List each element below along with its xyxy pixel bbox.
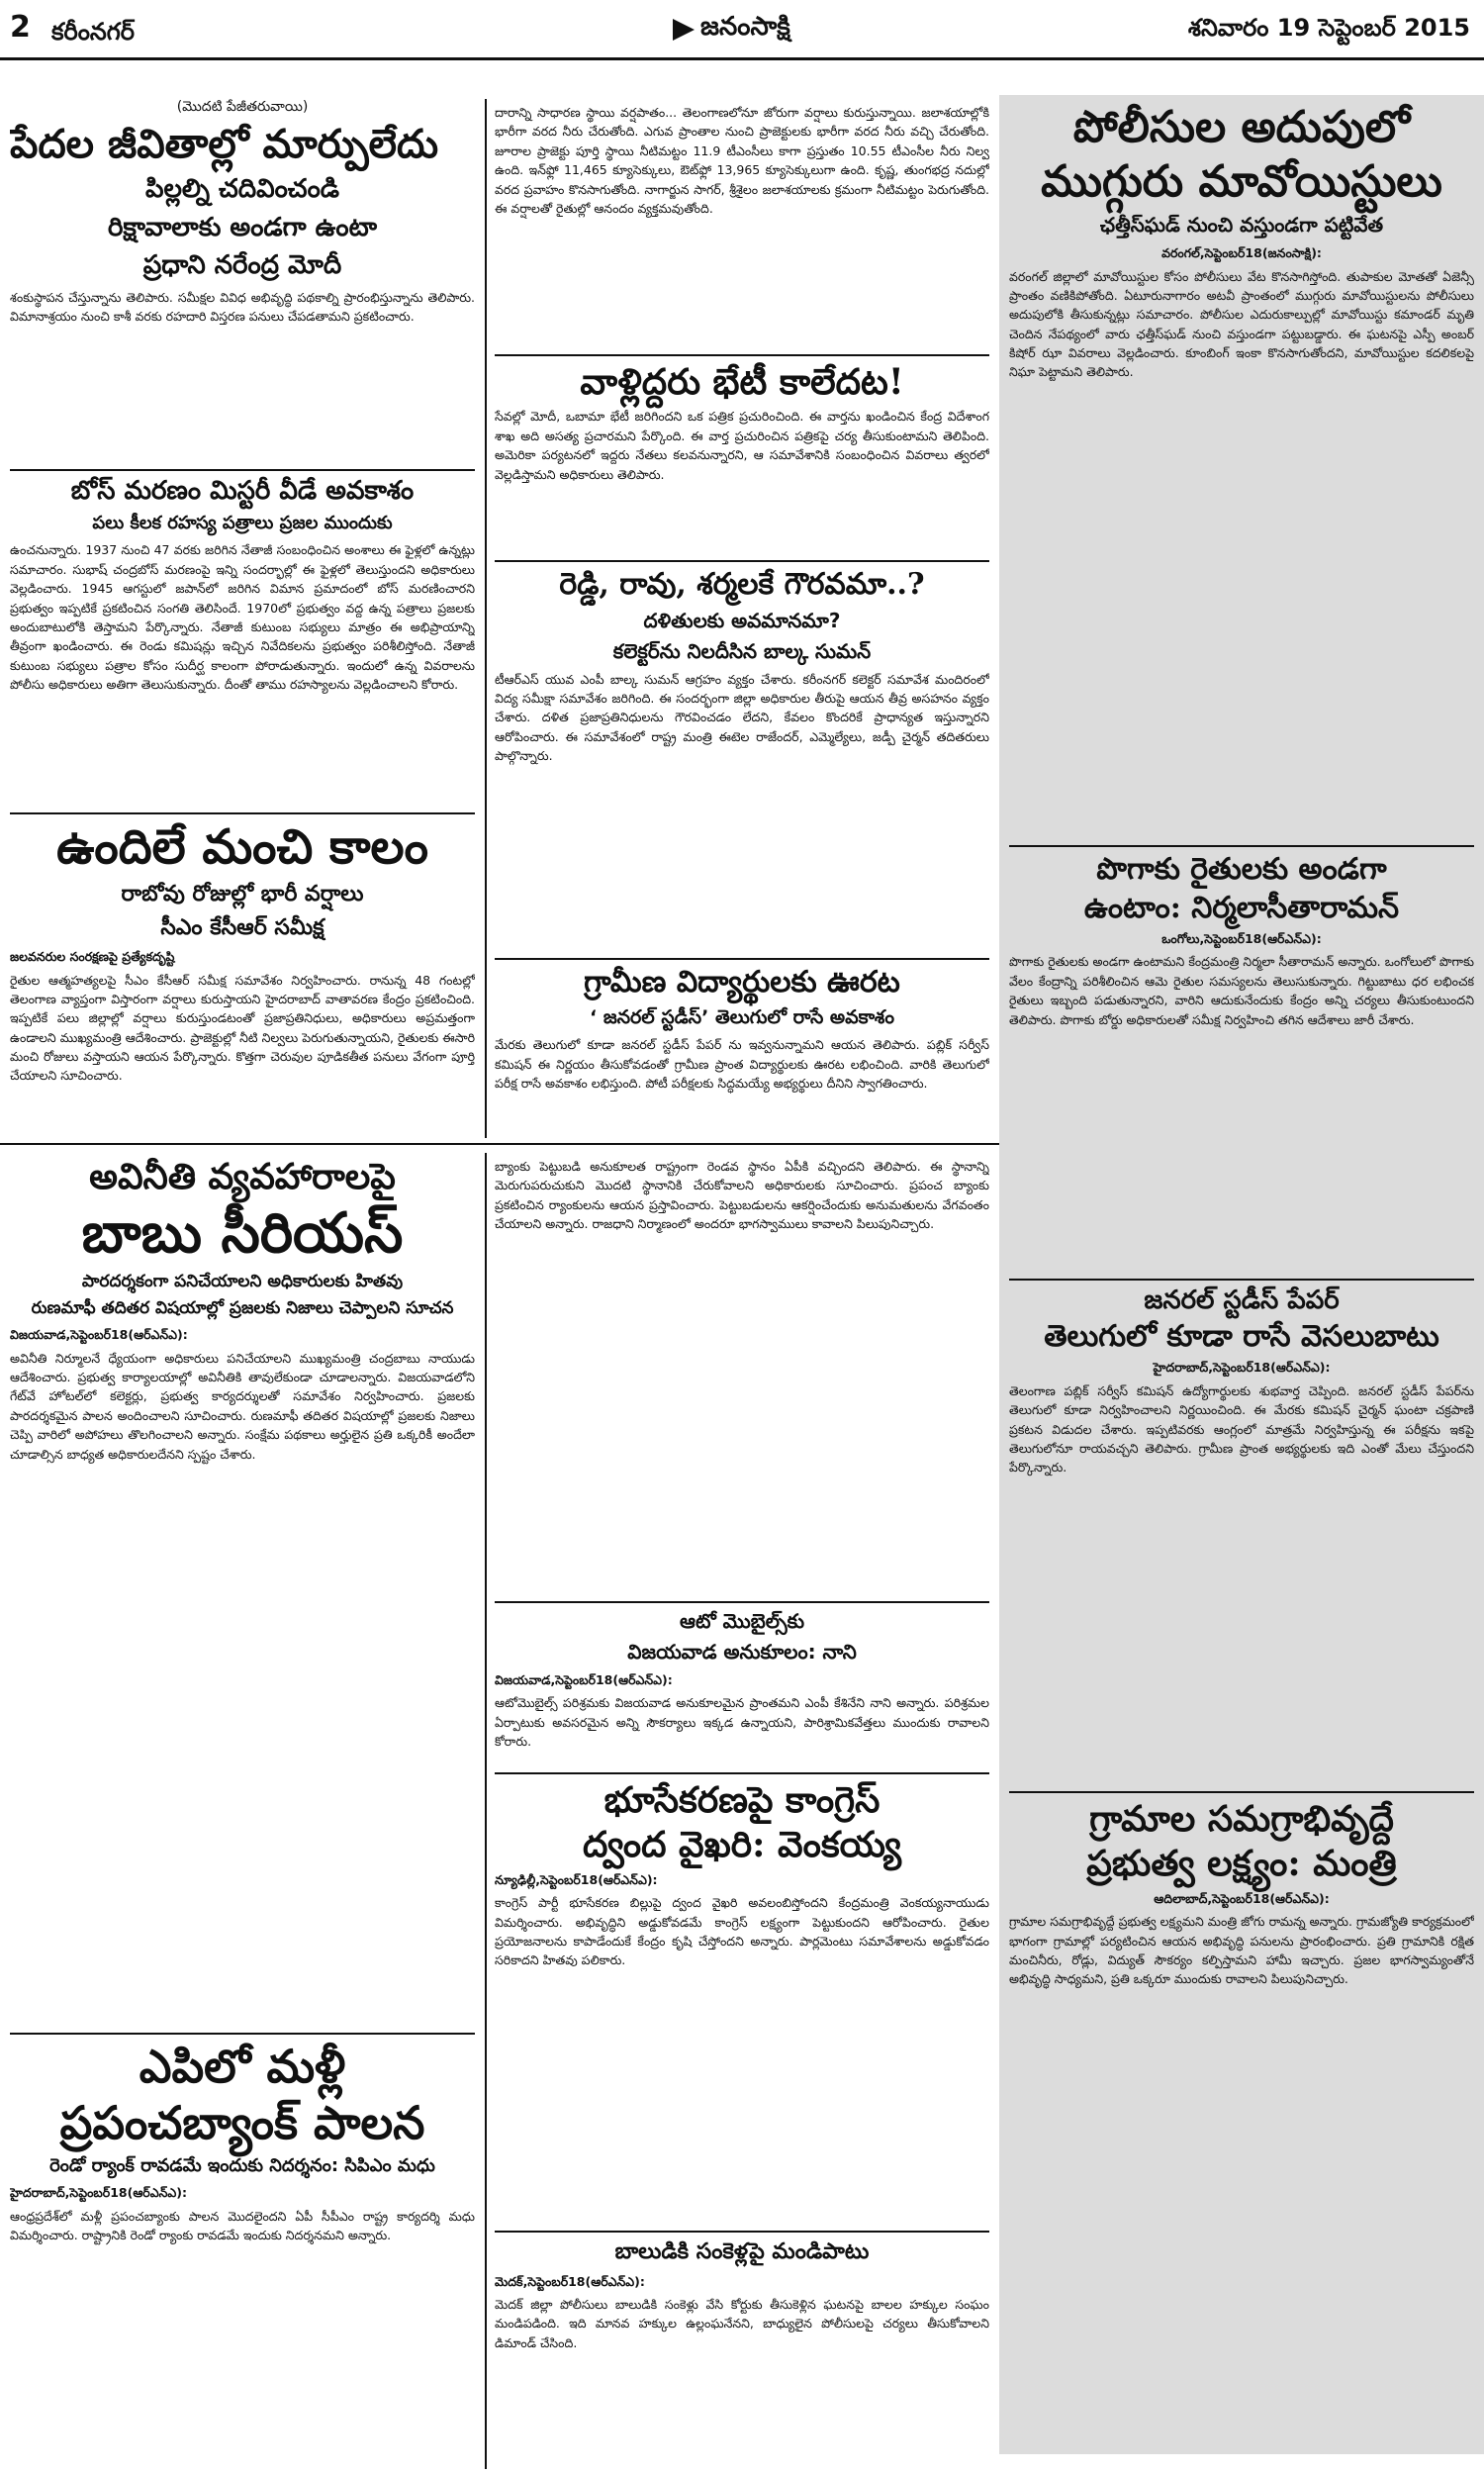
- article-village-development: [1009, 1785, 1474, 2448]
- headline: పోలీసుల అదుపులో: [1072, 102, 1411, 152]
- section-rule: [495, 958, 989, 960]
- article-no-meeting: [495, 348, 989, 546]
- headline: ఉంటాం: నిర్మలాసీతారామన్: [1083, 890, 1400, 925]
- page-number: 2: [10, 10, 31, 45]
- dateline: ఆదిలాబాద్,సెప్టెంబర్18(ఆర్ఎన్ఎ):: [1154, 1890, 1330, 1906]
- headline: జనరల్ స్టడీస్ పేపర్: [1144, 1285, 1340, 1315]
- article-body: ఉంచనున్నారు. 1937 నుంచి 47 వరకు జరిగిన నేతాజీ సంబంధించిన అంశాలు ఈ ఫైళ్లలో ఉన్నట్లు సమాచారం. సుభాష్ చంద్రబోస్ మరణంపై ఇన్ని సందర్భాల్లో ఈ ఫైళ్లలో తెలుస్తుందని అధికారులు వెల్లడించారు. 1945 ఆగస్టులో జపాన్‌లో జరిగిన విమాన ప్రమాదంలో బోస్ మరణించారని ప్రభుత్వం ఇప్పటికే ప్రకటించిన సంగతి తెలిసిందే. 1970లో ప్రభుత్వం వద్ద ఉన్న పత్రాలు ప్రజలకు అందుబాటులోకి తెస్తామని పేర్కొన్నారు. నేతాజీ కుటుంబ సభ్యులు మాత్రం ఈ అభిప్రాయాన్ని తీవ్రంగా ఖండించారు. ఈ రెండు కమిషన్లు ఇచ్చిన నివేదికలను ప్రభుత్వం పరిశీలిస్తోంది. నేతాజీ కుటుంబ సభ్యులు పత్రాల కోసం సుదీర్ఘ కాలంగా పోరాడుతున్నారు. ఇందులో ఉన్న వివరాలను పోలీసు అధికారులు అతిగా తెలుసుకున్నారు. దీంతో తాము రహస్యాలను వెల్లడించాలని కోరారు.: [10, 542, 475, 693]
- headline: ఎపిలో మళ్లీ: [139, 2040, 346, 2093]
- article-babu-serious: [10, 1153, 475, 2019]
- subheadline: దళితులకు అవమానమా?: [643, 608, 841, 632]
- dateline: మెదక్,సెప్టెంబర్18(ఆర్ఎన్ఎ):: [495, 2273, 645, 2289]
- dateline: విజయవాడ,సెప్టెంబర్18(ఆర్ఎన్ఎ):: [495, 1672, 673, 1687]
- headline: గ్రామాల సమగ్రాభివృద్దే: [1089, 1798, 1394, 1840]
- column-divider: [485, 99, 487, 1138]
- article-body: మేరకు తెలుగులో కూడా జనరల్ స్టడీస్ పేపర్ ను ఇవ్వనున్నామని ఆయన తెలిపారు. పబ్లిక్ సర్వీస్ కమిషన్ ఈ నిర్ణయం తీసుకోవడంతో గ్రామీణ ప్రాంత విద్యార్థులకు ఊరట లభించింది. వారికి తెలుగులో పరీక్ష రాసే అవకాశం లభిస్తుంది. పోటీ పరీక్షలకు సిద్ధమయ్యే అభ్యర్థులు దీనిని స్వాగతించారు.: [495, 1037, 989, 1091]
- subheadline: ఛత్తీస్‌ఘడ్ నుంచి వస్తుండగా పట్టివేత: [1099, 213, 1384, 238]
- article-body: మెదక్ జిల్లా పోలీసులు బాలుడికి సంకెళ్లు వేసి కోర్టుకు తీసుకెళ్లిన ఘటనపై బాలల హక్కుల సంఘం మండిపడింది. ఇది మానవ హక్కుల ఉల్లంఘనేనని, బాధ్యులైన పోలీసులపై చర్యలు తీసుకోవాలని డిమాండ్ చేసింది.: [495, 2296, 989, 2350]
- dateline: హైదరాబాద్,సెప్టెంబర్18(ఆర్ఎన్ఎ):: [1153, 1360, 1331, 1376]
- column-divider: [485, 1153, 487, 2469]
- masthead-logo-icon: [673, 19, 695, 41]
- section-rule: [10, 469, 475, 471]
- section-name: కరీంనగర్: [51, 18, 135, 46]
- dateline: న్యూఢిల్లీ,సెప్టెంబర్18(ఆర్ఎన్ఎ):: [495, 1871, 658, 1887]
- article-body: ఆటోమొబైల్స్ పరిశ్రమకు విజయవాడ అనుకూలమైన ప్రాంతమని ఎంపీ కేశినేని నాని అన్నారు. పరిశ్రమల ఏర్పాటుకు అవసరమైన అన్ని సౌకర్యాలు ఇక్కడ ఉన్నాయని, పారిశ్రామికవేత్తలు ముందుకు రావాలని కోరారు.: [495, 1695, 989, 1750]
- section-rule: [1009, 1279, 1474, 1281]
- section-rule: [10, 2033, 475, 2035]
- subheadline: పిల్లల్ని చదివించండి: [145, 174, 339, 204]
- article-bose-mystery: [10, 463, 475, 800]
- headline: పొగాకు రైతులకు అండగా: [1096, 852, 1387, 887]
- headline: బోస్ మరణం మిస్టరీ వీడే అవకాశం: [70, 476, 415, 506]
- headline: బాబు సీరియస్: [81, 1200, 404, 1267]
- subheadline: ‘ జనరల్ స్టడీస్’ తెలుగులో రాసే అవకాశం: [589, 1005, 894, 1028]
- article-world-bank-rule: [10, 2027, 475, 2462]
- article-land-acquisition: [495, 1766, 989, 2217]
- article-body: రైతుల ఆత్మహత్యలపై సీఎం కేసీఆర్ సమీక్ష సమావేశం నిర్వహించారు. రానున్న 48 గంటల్లో తెలంగాణ వ్యాప్తంగా విస్తారంగా వర్షాలు కురుస్తాయని హైదరాబాద్ వాతావరణ కేంద్రం ప్రకటించింది. ఇప్పటికే పలు జిల్లాల్లో వర్షాలు కురుస్తుండటంతో ప్రజాప్రతినిధులు, అధికారులు అప్రమత్తంగా ఉండాలని ముఖ్యమంత్రి ఆదేశించారు. ప్రాజెక్టుల్లో నీటి నిల్వలు పెరుగుతున్నాయని, రైతులకు ఈసారి మంచి రోజులు వస్తాయని ఆయన పేర్కొన్నారు. కొత్తగా చెరువుల పూడికతీత పనులు వేగంగా పూర్తి చేయాలని సూచించారు.: [10, 972, 475, 1084]
- subheadline: బాలుడికి సంకెళ్లపై మండిపాటు: [614, 2239, 870, 2264]
- article-body: టీఆర్ఎస్ యువ ఎంపీ బాల్క సుమన్ ఆగ్రహం వ్యక్తం చేశారు. కరీంనగర్ కలెక్టర్ సమావేశ మందిరంలో విద్య సమీక్షా సమావేశం జరిగింది. ఈ సందర్భంగా జిల్లా అధికారుల తీరుపై ఆయన తీవ్ర అసహనం వ్యక్తం చేశారు. దళిత ప్రజాప్రతినిధులను గౌరవించడం లేదని, కేవలం కొందరికే ప్రాధాన్యత ఇస్తున్నారని ఆరోపించారు. ఈ సమావేశంలో రాష్ట్ర మంత్రి ఈటెల రాజేందర్, ఎమ్మెల్యేలు, జడ్పీ చైర్మన్ తదితరులు పాల్గొన్నారు.: [495, 671, 989, 763]
- article-body: శంకుస్థాపన చేస్తున్నాను తెలిపారు. సమీక్షల వివిధ అభివృద్ధి పథకాల్ని ప్రారంభిస్తున్నాను తెలిపారు. విమానాశ్రయం నుంచి కాశీ వరకు రహదారి విస్తరణ పనులు చేపడతామని ప్రకటించారు.: [10, 289, 475, 324]
- article-body: ఆంధ్రప్రదేశ్‌లో మళ్లీ ప్రపంచబ్యాంకు పాలన మొదలైందని ఏపీ సీపీఎం రాష్ట్ర కార్యదర్శి మధు విమర్శించారు. రాష్ట్రానికి రెండో ర్యాంకు రావడమే ఇందుకు నిదర్శనమని అన్నారు.: [10, 2208, 475, 2243]
- dateline: హైదరాబాద్,సెప్టెంబర్18(ఆర్ఎన్ఎ):: [10, 2185, 187, 2201]
- page-header: [0, 0, 1484, 60]
- article-body: వరంగల్ జిల్లాలో మావోయిస్టుల కోసం పోలీసులు వేట కొనసాగిస్తోంది. తుపాకుల మోతతో ఏజెన్సీ ప్రాంతం వణికిపోతోంది. ఏటూరునాగారం అటవీ ప్రాంతంలో ముగ్గురు మావోయిస్టులను పోలీసులు అదుపులోకి తీసుకున్నట్లు సమాచారం. పోలీసుల ఎదురుకాల్పుల్లో మావోయిస్టు కమాండర్ మృతి చెందిన నేపథ్యంలో వారు ఛత్తీస్‌ఘడ్ నుంచి వస్తుండగా పట్టుబడ్డారు. ఈ ఘటనపై ఎస్పీ అంబర్ కిషోర్ ఝా వివరాలు వెల్లడించారు. కూంబింగ్ ఇంకా కొనసాగుతోందని, మావోయిస్టుల కదలికలపై నిఘా పెట్టామని తెలిపారు.: [1009, 268, 1474, 380]
- dateline: ఒంగోలు,సెప్టెంబర్18(ఆర్ఎన్ఎ):: [1161, 931, 1322, 946]
- article-rural-students: [495, 952, 989, 1138]
- subheadline: కలెక్టర్‌ను నిలదీసిన బాల్క సుమన్: [612, 638, 872, 663]
- subheadline: ఆటో మొబైల్స్‌కు: [679, 1609, 805, 1633]
- dateline: వరంగల్,సెప్టెంబర్18(జనంసాక్షి):: [1161, 245, 1322, 261]
- section-rule: [10, 812, 475, 814]
- article-maoists-arrested: [1009, 99, 1474, 831]
- article-body: అవినీతి నిర్మూలనే ధ్యేయంగా అధికారులు పనిచేయాలని ముఖ్యమంత్రి చంద్రబాబు నాయుడు ఆదేశించారు. ప్రభుత్వ కార్యాలయాల్లో అవినీతికి తావులేకుండా చూడాలన్నారు. విజయవాడలోని గేట్‌వే హోటల్‌లో కలెక్టర్లు, ప్రభుత్వ కార్యదర్శులతో సమావేశం నిర్వహించారు. ప్రజలకు పారదర్శకమైన పాలన అందించాలని సూచించారు. రుణమాఫీ తదితర విషయాల్లో ప్రజలకు నిజాలు చెప్పి వారిలో అపోహలు తొలగించాలని అన్నారు. సంక్షేమ పథకాలు అర్హులైన ప్రతి ఒక్కరికీ అందేలా చూడాల్సిన బాధ్యత అధికారులదేనని స్పష్టం చేశారు.: [10, 1350, 475, 1462]
- headline: ముగ్గురు మావోయిస్టులు: [1041, 155, 1442, 207]
- headline: ప్రపంచబ్యాంక్ పాలన: [59, 2095, 425, 2149]
- headline: తెలుగులో కూడా రాసే వెసలుబాటు: [1044, 1318, 1439, 1354]
- headline: ప్రభుత్వ లక్ష్యం: మంత్రి: [1086, 1843, 1397, 1885]
- subheadline: సీఎం కేసీఆర్ సమీక్ష: [160, 914, 325, 940]
- subheadline: పారదర్శకంగా పనిచేయాలని అధికారులకు హితవు: [81, 1271, 404, 1291]
- article-good-times: [10, 807, 475, 1138]
- article-body: కాంగ్రెస్ పార్టీ భూసేకరణ బిల్లుపై ద్వంద వైఖరి అవలంబిస్తోందని కేంద్రమంత్రి వెంకయ్యనాయుడు విమర్శించారు. అభివృద్ధిని అడ్డుకోవడమే కాంగ్రెస్ లక్ష్యంగా పెట్టుకుందని ఆరోపించారు. రైతుల ప్రయోజనాలను కాపాడేందుకే కేంద్రం కృషి చేస్తోందని అన్నారు. పార్లమెంటు సమావేశాలను అడ్డుకోవడం సరికాదని హితవు పలికారు.: [495, 1895, 989, 1968]
- article-body: తెలంగాణ పబ్లిక్ సర్వీస్ కమిషన్ ఉద్యోగార్థులకు శుభవార్త చెప్పింది. జనరల్ స్టడీస్ పేపర్‌ను తెలుగులో కూడా నిర్వహించాలని నిర్ణయించింది. ఈ మేరకు కమిషన్ చైర్మన్ ఘంటా చక్రపాణి ప్రకటన విడుదల చేశారు. ఇప్పటివరకు ఆంగ్లంలో మాత్రమే నిర్వహిస్తున్న ఈ పరీక్షను ఇకపై తెలుగులోనూ రాయవచ్చని తెలిపారు. గ్రామీణ ప్రాంత అభ్యర్థులకు ఇది ఎంతో మేలు చేస్తుందని పేర్కొన్నారు.: [1009, 1382, 1474, 1475]
- subheadline: రాబోవు రోజుల్లో భారీ వర్షాలు: [121, 882, 364, 907]
- subheadline: రుణమాఫీ తదితర విషయాల్లో ప్రజలకు నిజాలు చెప్పాలని సూచన: [31, 1298, 454, 1319]
- article-boy-handcuffs: [495, 2225, 989, 2462]
- headline: అవినీతి వ్యవహారాలపై: [89, 1156, 396, 1197]
- subheadline: ప్రధాని నరేంద్ర మోదీ: [142, 250, 342, 280]
- article-tobacco-farmers: [1009, 839, 1474, 1265]
- continued-note: (మొదటి పేజీతరువాయి): [176, 99, 309, 115]
- section-rule: [1009, 845, 1474, 847]
- section-rule: [495, 560, 989, 562]
- dateline: విజయవాడ,సెప్టెంబర్18(ఆర్ఎన్ఎ):: [10, 1327, 188, 1343]
- article-body: బ్యాంకు పెట్టుబడి అనుకూలత రాష్ట్రంగా రెండవ స్థానం ఏపీకి వచ్చిందని తెలిపారు. ఈ స్థానాన్ని మెరుగుపరుచుకుని మొదటి స్థానానికి చేరుకోవాలని అధికారులకు సూచించారు. ప్రపంచ బ్యాంకు ప్రకటించిన ర్యాంకులను ఆయన ప్రస్తావించారు. పెట్టుబడులను ఆకర్షించేందుకు అనుమతులను వేగవంతం చేయాలని అన్నారు. రాజధాని నిర్మాణంలో అందరూ భాగస్వాములు కావాలని పిలుపునిచ్చారు.: [495, 1159, 989, 1232]
- article-poor-lives: [10, 99, 475, 455]
- article-general-studies: [1009, 1273, 1474, 1777]
- column-divider: [0, 1143, 999, 1145]
- article-body: గ్రామాల సమగ్రాభివృద్దే ప్రభుత్వ లక్ష్యమని మంత్రి జోగు రామన్న అన్నారు. గ్రామజ్యోతి కార్యక్రమంలో భాగంగా గ్రామాల్లో పర్యటించిన ఆయన అభివృద్ధి పనులను ప్రారంభించారు. ప్రతి గ్రామానికి రక్షిత మంచినీరు, రోడ్లు, విద్యుత్ సౌకర్యం కల్పిస్తామని హామీ ఇచ్చారు. ప్రజల భాగస్వామ్యంతోనే అభివృద్ధి సాధ్యమని, ప్రతి ఒక్కరూ ముందుకు రావాలని పిలుపునిచ్చారు.: [1009, 1914, 1474, 1987]
- headline: ద్వంద వైఖరి: వెంకయ్య: [582, 1824, 902, 1866]
- article-body: సేవల్లో మోదీ, ఒబామా భేటీ జరిగిందని ఒక పత్రిక ప్రచురించింది. ఈ వార్తను ఖండించిన కేంద్ర విదేశాంగ శాఖ అది అసత్య ప్రచారమని పేర్కొంది. ఈ వార్త ప్రచురించిన పత్రికపై చర్య తీసుకుంటామని తెలిపింది. అమెరికా పర్యటనలో ఇద్దరు నేతలు కలవనున్నారని, ఆ సమావేశానికి సంబంధించిన వివరాలు త్వరలో వెల్లడిస్తామని అధికారులు తెలిపారు.: [495, 409, 989, 482]
- headline: భూసేకరణపై కాంగ్రెస్: [603, 1779, 881, 1821]
- article-body: పొగాకు రైతులకు అండగా ఉంటామని కేంద్రమంత్రి నిర్మలా సీతారామన్ అన్నారు. ఒంగోలులో పొగాకు వేలం కేంద్రాన్ని పరిశీలించిన ఆమె రైతుల సమస్యలను తెలుసుకున్నారు. గిట్టుబాటు ధర లభించక రైతులు ఇబ్బంది పడుతున్నారని, వారిని ఆదుకునేందుకు కేంద్రం అన్ని చర్యలు తీసుకుంటుందని తెలిపారు. పొగాకు బోర్డు అధికారులతో సమీక్ష నిర్వహించి తగిన ఆదేశాలు జారీ చేశారు.: [1009, 954, 1474, 1027]
- headline: గ్రామీణ విద్యార్థులకు ఊరట: [584, 965, 900, 999]
- headline: రెడ్డి, రావు, శర్మలకే గౌరవమా..?: [559, 567, 925, 602]
- subheadline: పలు కీలక రహస్య పత్రాలు ప్రజల ముందుకు: [92, 512, 393, 533]
- article-rains-continued: [495, 99, 989, 341]
- article-bank-ranking: [495, 1153, 989, 1588]
- subheadline: రిక్షావాలాకు అండగా ఉంటా: [108, 212, 377, 242]
- section-rule: [495, 2231, 989, 2233]
- headline: ఉందిలే మంచి కాలం: [56, 819, 428, 875]
- article-respect-question: [495, 554, 989, 945]
- article-body: దారాన్ని సాధారణ స్థాయి వర్షపాతం... తెలంగాణలోనూ జోరుగా వర్షాలు కురుస్తున్నాయి. జలాశయాల్లోకి భారీగా వరద నీరు చేరుతోంది. ఎగువ ప్రాంతాల నుంచి ప్రాజెక్టులకు భారీగా వరద నీరు వచ్చి చేరుతోంది. జూరాల ప్రాజెక్టు పూర్తి స్థాయి నీటిమట్టం 11.9 టీఎంసీలు కాగా ప్రస్తుతం 10.55 టీఎంసీల నీరు నిల్వ ఉంది. ఇన్‌ఫ్లో 11,465 క్యూసెక్కులు, ఔట్‌ఫ్లో 13,965 క్యూసెక్కులుగా ఉంది. కృష్ణ, తుంగభద్ర నదుల్లో వరద ప్రవాహం కొనసాగుతోంది. నాగార్జున సాగర్, శ్రీశైలం జలాశయాలకు క్రమంగా నీటిమట్టం పెరుగుతోంది. ఈ వర్షాలతో రైతుల్లో ఆనందం వ్యక్తమవుతోంది.: [495, 105, 989, 216]
- subheadline: విజయవాడ అనుకూలం: నాని: [627, 1640, 857, 1664]
- article-automobiles: [495, 1595, 989, 1759]
- masthead: [673, 12, 790, 48]
- section-rule: [495, 354, 989, 356]
- issue-date: శనివారం 19 సెప్టెంబర్ 2015: [1187, 14, 1470, 42]
- section-rule: [495, 1601, 989, 1603]
- headline: పేదల జీవితాల్లో మార్పులేదు: [10, 121, 439, 167]
- byline: జలవనరుల సంరక్షణపై ప్రత్యేకదృష్టి: [10, 949, 175, 965]
- section-rule: [495, 1772, 989, 1774]
- section-rule: [1009, 1791, 1474, 1793]
- headline: వాళ్లిద్దరు భేటీ కాలేదట!: [580, 361, 904, 403]
- subheadline: రెండో ర్యాంక్ రావడమే ఇందుకు నిదర్శనం: సిపిఎం మధు: [49, 2154, 435, 2176]
- masthead-title: జనంసాక్షి: [700, 12, 790, 42]
